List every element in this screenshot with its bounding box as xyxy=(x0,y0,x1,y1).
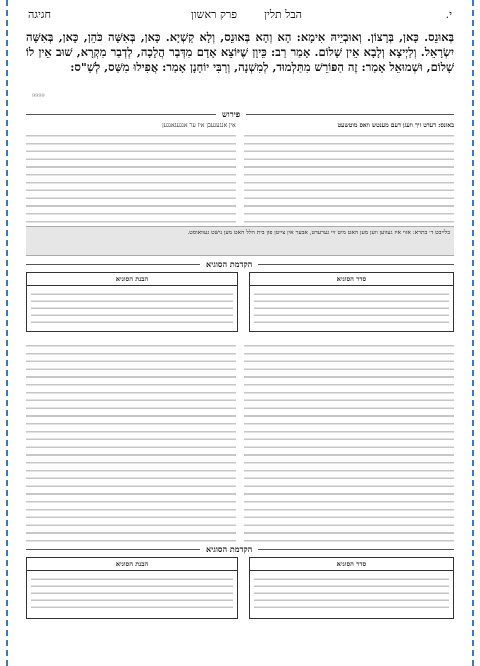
page-number: 9999 xyxy=(32,93,45,99)
body-columns xyxy=(26,340,454,542)
page-tag: י. xyxy=(445,8,452,21)
commentary-left-start: אין אנגעגעבן איז ער אנגעגאנגען xyxy=(162,122,236,129)
masechet-title: הבל תלין xyxy=(264,8,302,21)
commentary-left-column xyxy=(26,122,236,223)
havanat-text-1 xyxy=(31,289,233,323)
commentary-right-text xyxy=(244,130,454,223)
commentary-columns xyxy=(26,122,454,223)
left-dashed-border xyxy=(6,0,8,666)
commentary-left-text xyxy=(26,130,236,223)
commentary-right-start: באונס: דעדט זיך וועגן דעם מענטש וואס מוטשעט xyxy=(337,122,454,129)
havanat-title-1: הבנת הסוגיא xyxy=(27,273,237,286)
havanat-box-1 xyxy=(26,272,238,332)
grey-note xyxy=(26,226,454,256)
seder-box-1 xyxy=(249,272,454,332)
seder-title-2: סדר הסוגיא xyxy=(250,558,453,571)
page-header xyxy=(28,8,452,24)
commentary-right-column xyxy=(244,122,454,223)
intro-title-2: הקדמת הסוגיא xyxy=(200,544,258,554)
havanat-text-2 xyxy=(31,574,233,608)
right-dashed-border xyxy=(472,0,474,666)
havanat-box-2 xyxy=(26,557,238,619)
body-left-text xyxy=(26,340,236,542)
perek-title: חגיגה xyxy=(28,8,51,21)
intro-title-1: הקדמת הסוגיא xyxy=(200,259,258,269)
seder-title-1: סדר הסוגיא xyxy=(250,273,453,286)
main-gemara-text: בְּאוּנֵס. כָּאן, בְּרָצוֹן. וְאוּבְיֵיהּ אִימָא: הָא וְהָא בְּאוּנֵס, וְלָא קַשְׁיָא. כָּאן, בְּאִשָּׁה כֹּהֵן, כָּאן, בְּאִשָּׁה יִשְׂרָאֵל. וְלַיְיצָא וְלָבָא אֵין שָׁלוֹם. אָמַר רַב: כֵּיוָן שֶׁיּוֹצֵא אָדָם מִדְּבַר הֲלָכָה, לְדְבַר מִקְרָא, שׁוּב אֵין לוֹ שָׁלוֹם, וּשְׁמוּאֵל אָמַר: זֶה הַפּוֹרֵשׁ מִתַּלְמוּד, לְמִשְׁנָה, וְרַבִּי יוֹחָנָן אָמַר: אֲפִילוּ מִשַּׁס, לְשַׁ"ס: xyxy=(26,30,454,74)
havanat-title-2: הבנת הסוגיא xyxy=(27,558,237,571)
chapter-title: פרק ראשון xyxy=(191,8,237,21)
seder-text-1 xyxy=(254,289,449,323)
commentary-title: פירוש xyxy=(216,109,246,119)
body-right-column xyxy=(244,340,454,542)
seder-text-2 xyxy=(254,574,449,608)
seder-box-2 xyxy=(249,557,454,619)
body-right-text xyxy=(244,340,454,542)
grey-note-text: בלייבט ד׳ בתרא: אזוי איז געווען ווען מען האט מיט זיי גערעדט, אבער אין צייטן פון בית הלל האט מען נישט געוואוסט. xyxy=(187,230,450,236)
body-left-column xyxy=(26,340,236,542)
